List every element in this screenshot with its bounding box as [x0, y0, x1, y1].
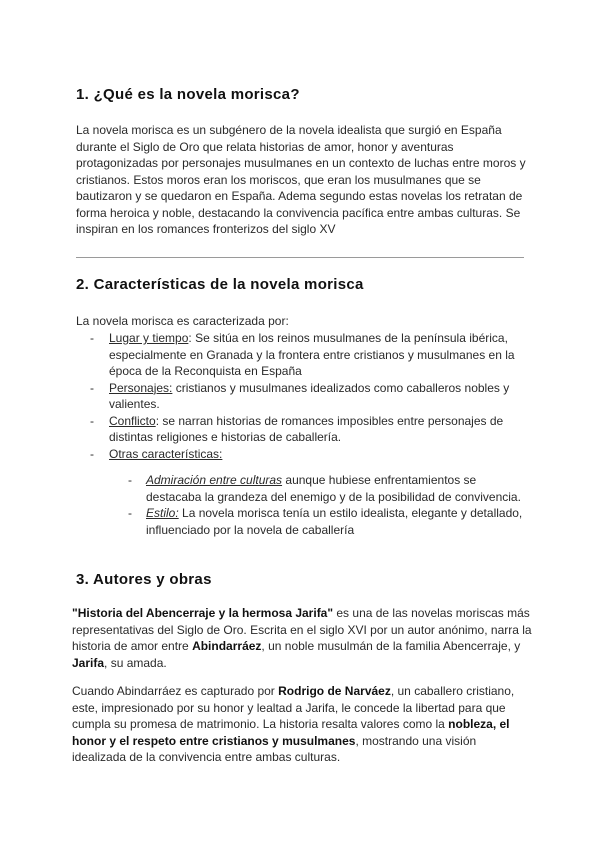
other-characteristics-list	[128, 472, 530, 538]
section-3-paragraph-1: "Historia del Abencerraje y la hermosa Jarifa" es una de las novelas moriscas más representativas del Siglo de Oro. Escrita en el siglo XVI por un autor anónimo, narra la historia de amor entre Abindarráez, un noble musulmán de la familia Abencerraje, y Jarifa, su amada.	[72, 606, 532, 670]
item-term: Estilo:	[146, 506, 179, 520]
section-2-intro: La novela morisca es caracterizada por:	[76, 314, 289, 328]
item-term: Admiración entre culturas	[146, 473, 283, 487]
item-text: Se sitúa en los reinos musulmanes de la península ibérica, especialmente en Granada y la frontera entre cristianos y musulmanes en la época de la Reconquista en España	[109, 331, 515, 378]
section-1-title: 1. ¿Qué es la novela morisca?	[76, 86, 300, 103]
item-text: cristianos y musulmanes idealizados como caballeros nobles y valientes.	[109, 380, 510, 411]
list-item	[90, 380, 530, 413]
section-3-title: 3. Autores y obras	[76, 571, 212, 588]
divider	[76, 257, 524, 258]
item-term: Conflicto	[109, 413, 156, 428]
section-3-paragraph-2: Cuando Abindarráez es capturado por Rodrigo de Narváez, un caballero cristiano, este, impresionado por su honor y lealtad a Jarifa, le concede la libertad para que cumpla su promesa de matrimonio. La historia resalta valores como la nobleza, el honor y el respeto entre cristianos y musulmanes, mostrando una visión idealizada de la convivencia entre ambas culturas.	[72, 684, 515, 764]
characteristics-list	[90, 330, 530, 462]
list-item: - Lugar y tiempo: Se sitúa en los reinos musulmanes de la península ibérica, especialmente en Granada y la frontera entre cristianos y musulmanes en la época de la Reconquista en España	[90, 330, 530, 380]
work-title: "Historia del Abencerraje y la hermosa Jarifa"	[72, 606, 334, 620]
list-item	[128, 472, 530, 505]
list-item	[128, 505, 530, 538]
item-term: Personajes:	[109, 380, 173, 395]
item-text: se narran historias de romances imposibles entre personajes de distintas religiones e historias de caballería.	[109, 413, 504, 444]
list-item	[90, 446, 530, 463]
character-name: Rodrigo de Narváez	[278, 684, 391, 698]
item-term: Otras características:	[109, 446, 223, 461]
item-text: La novela morisca tenía un estilo idealista, elegante y detallado, influenciado por la novela de caballería	[146, 506, 523, 537]
section-2-title: 2. Características de la novela morisca	[76, 276, 364, 293]
values-highlight: nobleza, el honor y el respeto entre cristianos y musulmanes	[72, 717, 510, 748]
section-1-paragraph: La novela morisca es un subgénero de la novela idealista que surgió en España durante el Siglo de Oro que relata historias de amor, honor y aventuras protagonizadas por personajes musulmanes en un contexto de luchas entre moros y cristianos. Estos moros eran los moriscos, que eran los musulmanes que se bautizaron y se quedaron en España. Adema segundo estas novelas los retratan de forma heroica y noble, destacando la convivencia pacífica entre ambas culturas. Se inspiran en los romances fronterizos del siglo XV	[76, 123, 526, 236]
character-name: Abindarráez	[192, 639, 262, 653]
list-item: - Conflicto: se narran historias de romances imposibles entre personajes de distintas religiones e historias de caballería.	[90, 413, 530, 446]
item-term: Lugar y tiempo	[109, 331, 189, 345]
item-text: aunque hubiese enfrentamientos se destacaba la grandeza del enemigo y de la posibilidad de convivencia.	[146, 473, 521, 504]
character-name: Jarifa	[72, 655, 105, 670]
